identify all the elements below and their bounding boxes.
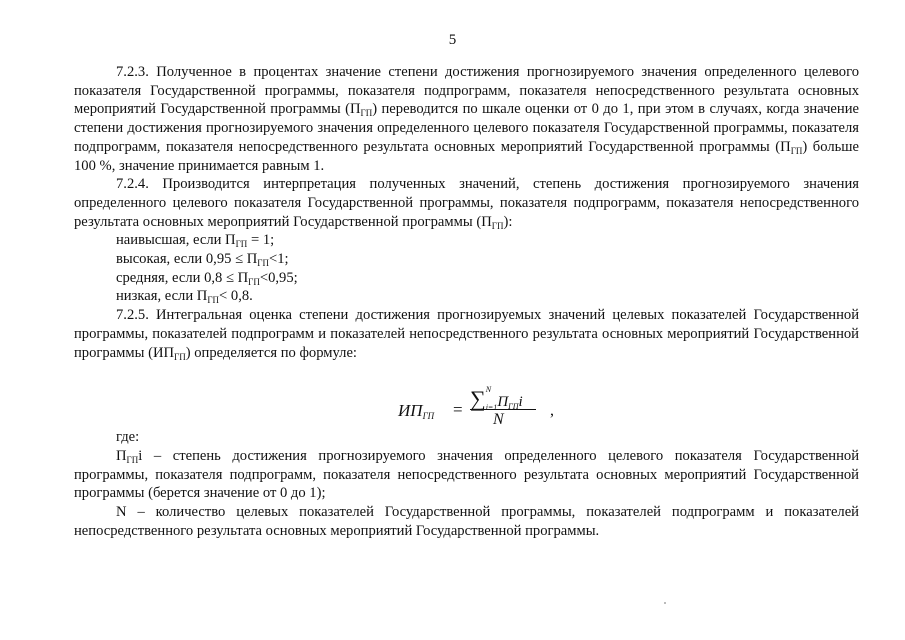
subscript-gp: ГП bbox=[248, 276, 260, 287]
level-label: высокая, если 0,95 ≤ П bbox=[116, 251, 258, 268]
subscript-gp: ГП bbox=[491, 220, 504, 231]
definition-symbol: П bbox=[116, 447, 127, 464]
sum-lower-limit: i=1 bbox=[485, 403, 498, 412]
subscript-gp: ГП bbox=[360, 108, 373, 119]
formula-equals: = bbox=[453, 400, 463, 419]
level-label: низкая, если П bbox=[116, 288, 208, 305]
paragraph-7-2-3-text-c: ) больше 100 %, значение принимается равным 1. bbox=[74, 138, 859, 174]
definition-pgp-i bbox=[74, 447, 859, 503]
paragraph-7-2-4-text-a: 7.2.4. Производится интерпретация полученных значений, степень достижения прогнозируемого значения определенного целевого показателя Государственной программы, показателя подпрограмм, показателя непосредственного результата основных мероприятий Государственной программы (П bbox=[74, 176, 859, 230]
level-highest bbox=[116, 231, 859, 250]
subscript-gp: ГП bbox=[790, 145, 803, 156]
page-number: 5 bbox=[448, 32, 457, 48]
formula-trailing-comma: , bbox=[550, 402, 554, 419]
formula-term-index: i bbox=[518, 394, 523, 410]
formula-lhs bbox=[398, 401, 434, 421]
sum-upper-limit: N bbox=[485, 385, 492, 394]
paragraph-7-2-4 bbox=[74, 175, 859, 231]
level-label: наивысшая, если П bbox=[116, 232, 236, 249]
scan-speck bbox=[664, 602, 666, 604]
formula-term: П bbox=[497, 394, 509, 410]
subscript-gp: ГП bbox=[126, 454, 139, 465]
paragraph-7-2-5-text-b: ) определяется по формуле: bbox=[185, 344, 357, 361]
formula-denominator: N bbox=[493, 411, 504, 428]
paragraph-7-2-4-text-b: ): bbox=[503, 213, 513, 230]
level-condition: <0,95; bbox=[259, 269, 298, 286]
fraction-bar bbox=[470, 409, 536, 410]
paragraph-7-2-3-text-a: 7.2.3. Полученное в процентах значение степени достижения прогнозируемого значения определенного целевого показателя Государственной программы, показателя подпрограмм, показателя непосредственного результата основных мероприятий Государственной программы (П bbox=[74, 64, 859, 118]
formula-lhs-symbol: ИП bbox=[398, 401, 423, 420]
paragraph-7-2-3-text-b: ) переводится по шкале оценки от 0 до 1, при этом в случаях, когда значение степени достижения прогнозируемого значения определенного целевого показателя Государственной программы, показателя подпрограмм, показателя непосредственного результата основных мероприятий Государственной программы (П bbox=[74, 101, 859, 155]
integral-score-formula bbox=[390, 384, 560, 430]
paragraph-7-2-3 bbox=[74, 63, 859, 175]
level-condition: <1; bbox=[268, 251, 289, 268]
definition-n: N – количество целевых показателей Государственной программы, показателей подпрограмм и показателей непосредственного результата основных мероприятий Государственной программы. bbox=[74, 504, 859, 539]
level-medium bbox=[116, 269, 859, 288]
level-condition: = 1; bbox=[247, 232, 275, 249]
where-label: где: bbox=[116, 429, 140, 446]
subscript-gp: ГП bbox=[235, 239, 248, 250]
level-label: средняя, если 0,8 ≤ П bbox=[116, 269, 249, 286]
paragraph-7-2-5 bbox=[74, 306, 859, 362]
sum-icon: ∑ bbox=[470, 386, 486, 411]
document-body bbox=[74, 63, 859, 540]
formula-lhs-subscript: ГП bbox=[422, 411, 435, 421]
paragraph-7-2-5-text-a: 7.2.5. Интегральная оценка степени достижения прогнозируемых значений целевых показателей Государственной программы, показателей подпрограмм и показателей непосредственного результата основных мероприятий Государственной программы (ИП bbox=[74, 307, 859, 361]
subscript-gp: ГП bbox=[174, 351, 186, 362]
formula-term-subscript: ГП bbox=[508, 402, 519, 411]
level-low bbox=[116, 287, 859, 306]
level-high bbox=[116, 250, 859, 269]
subscript-gp: ГП bbox=[207, 295, 220, 306]
sum-limits bbox=[485, 385, 498, 412]
definition-text: i – степень достижения прогнозируемого значения определенного целевого показателя Государственной программы, показателя подпрограмм, показателя непосредственного результата основных мероприятий Государственной программы (берется значение от 0 до 1); bbox=[74, 447, 859, 502]
level-condition: < 0,8. bbox=[219, 288, 253, 305]
subscript-gp: ГП bbox=[257, 258, 269, 269]
